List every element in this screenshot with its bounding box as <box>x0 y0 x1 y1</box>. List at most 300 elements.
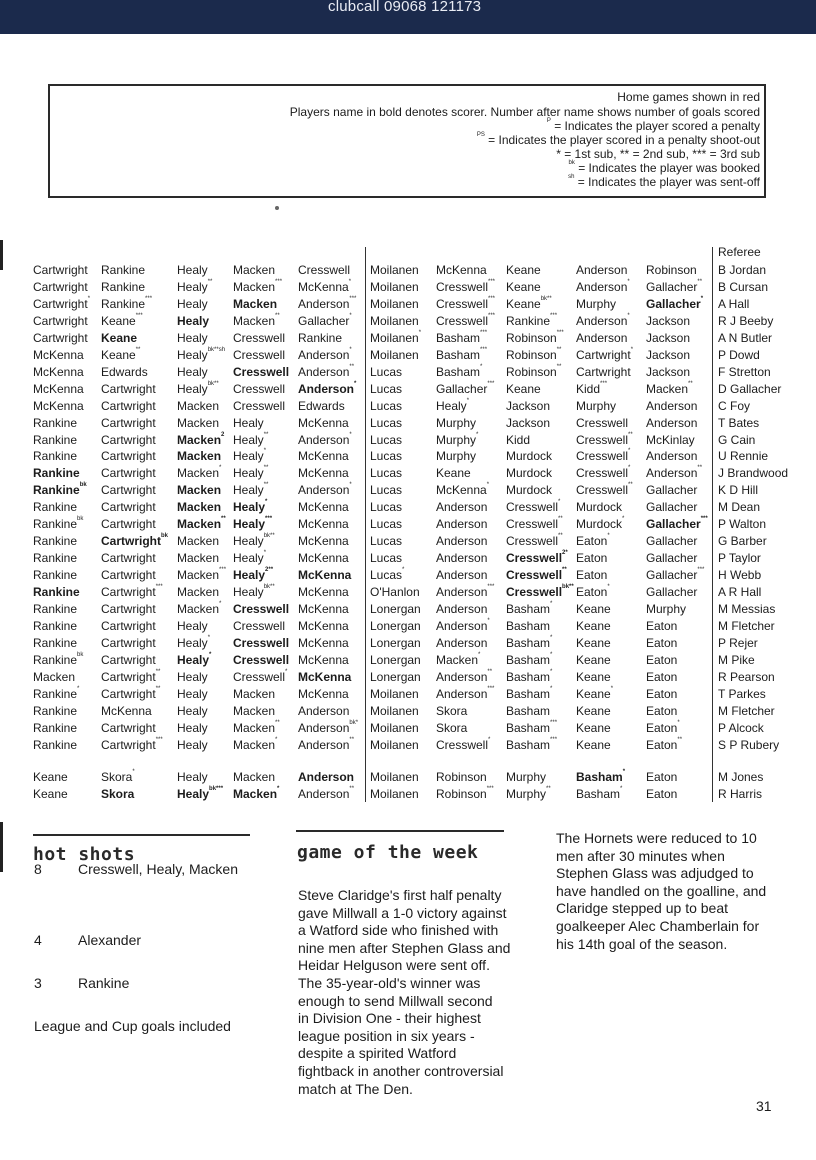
player-annotation: * <box>402 567 405 574</box>
player-name-text: Macken <box>177 449 222 464</box>
player-name <box>233 738 277 752</box>
player-name <box>101 416 156 430</box>
player-name-text: Lucas <box>370 381 403 396</box>
player-name <box>436 670 492 684</box>
player-name-text: Eaton <box>646 787 678 801</box>
player-name <box>646 416 697 430</box>
player-name-text: Anderson <box>298 737 350 752</box>
player-name <box>370 297 419 311</box>
match-report-right: The Hornets were reduced to 10 men after 30 minutes when Stephen Glass was adjudged to have handled on the goalline, and Claridge stepped up to beat goalkeeper Alec Chamberlain for his 14th goal of the season. <box>556 830 767 952</box>
player-name <box>576 399 616 413</box>
player-name-text: Cartwright <box>101 449 156 464</box>
player-name <box>370 416 402 430</box>
player-name <box>506 433 530 447</box>
player-name-text: Cartwright <box>101 585 156 600</box>
player-name-text: McKenna <box>298 568 352 583</box>
player-name <box>436 314 495 328</box>
player-annotation: * <box>627 312 630 319</box>
player-name-text: Macken <box>233 787 278 801</box>
player-name-text: Gallacher <box>298 313 350 328</box>
player-name-text: Lucas <box>370 534 403 549</box>
player-name-text: Murdock <box>506 483 553 498</box>
player-name <box>233 365 289 379</box>
player-name <box>506 500 560 514</box>
player-name <box>101 433 156 447</box>
player-name <box>506 263 541 277</box>
player-name <box>370 483 402 497</box>
player-name <box>298 636 349 650</box>
player-name <box>506 534 563 548</box>
player-name-text: Gallacher <box>646 500 698 515</box>
player-name-text: Robinson <box>436 770 487 784</box>
player-name-text: Jackson <box>506 398 551 413</box>
player-name <box>33 449 77 463</box>
player-name-text: Moilanen <box>370 686 419 701</box>
player-name <box>576 636 611 650</box>
player-name <box>506 687 552 701</box>
player-name <box>436 721 467 735</box>
player-annotation: * <box>550 601 553 607</box>
player-name <box>177 568 226 582</box>
player-name <box>506 738 557 752</box>
player-annotation: * <box>677 719 680 726</box>
player-name-text: Cartwright <box>101 432 156 447</box>
player-name-text: Anderson <box>298 296 350 311</box>
player-name <box>177 585 219 599</box>
player-name <box>506 348 561 362</box>
player-name-text: McKenna <box>436 263 487 277</box>
player-name <box>646 466 702 480</box>
player-name-text: Eaton <box>576 585 608 600</box>
player-name <box>233 721 280 735</box>
player-annotation: *** <box>488 312 496 319</box>
player-name-text: Rankine <box>33 500 78 515</box>
player-name-text: Healy <box>177 347 208 362</box>
player-name <box>177 331 208 345</box>
player-annotation: *** <box>556 329 564 336</box>
hot-shots-note: League and Cup goals included <box>34 1018 231 1034</box>
player-annotation: * <box>620 786 623 792</box>
player-name-text: McKenna <box>101 703 152 718</box>
player-name-text: Cresswell <box>298 263 351 277</box>
player-name-text: Healy <box>233 517 266 532</box>
player-name <box>576 653 611 667</box>
referee-name: T Bates <box>718 415 760 430</box>
player-name <box>576 280 630 294</box>
player-name <box>436 365 482 379</box>
player-name-text: Anderson <box>298 703 350 718</box>
player-name-text: Anderson <box>436 500 488 515</box>
referee-name: M Jones <box>718 770 764 784</box>
player-name-text: Lucas <box>370 415 403 430</box>
player-name-text: Robinson <box>506 347 557 362</box>
player-name-text: Skora <box>101 787 135 801</box>
player-name-text: Healy <box>177 381 208 396</box>
player-name <box>298 568 351 582</box>
player-name-text: Cresswell <box>506 568 563 583</box>
player-name <box>506 787 551 801</box>
player-name-text: Macken <box>177 568 220 583</box>
player-name-text: Rankine <box>506 313 551 328</box>
player-name <box>298 449 349 463</box>
player-name <box>233 670 287 684</box>
player-name-text: Murphy <box>506 787 547 801</box>
player-name <box>576 500 622 514</box>
referee-name: C Foy <box>718 398 751 413</box>
player-name-text: Macken <box>177 585 220 600</box>
player-name <box>576 517 624 531</box>
player-annotation: * <box>630 346 634 353</box>
player-name <box>506 704 550 718</box>
player-name-text: Macken <box>646 381 689 396</box>
player-name <box>101 382 156 396</box>
player-name <box>33 416 77 430</box>
player-name-text: Rankine <box>101 279 146 294</box>
scorer-names: Rankine <box>78 975 130 991</box>
player-name-text: Lucas <box>370 449 403 464</box>
player-name <box>436 382 494 396</box>
player-name <box>436 348 487 362</box>
player-name <box>298 653 349 667</box>
player-name-text: McKenna <box>298 466 349 481</box>
player-name-text: Cresswell <box>436 737 489 752</box>
player-name <box>233 602 289 616</box>
referee-name: M Fletcher <box>718 618 775 633</box>
player-name <box>101 466 156 480</box>
player-name-text: Anderson <box>646 398 698 413</box>
player-name-text: Rankine <box>101 296 146 311</box>
player-name <box>506 636 552 650</box>
player-name-text: Robinson <box>646 263 697 277</box>
player-name-text: Keane <box>101 313 136 328</box>
player-annotation: ** <box>263 431 269 438</box>
player-name-text: Anderson <box>298 720 350 735</box>
player-annotation: * <box>349 482 352 489</box>
player-name-text: Cresswell <box>576 415 629 430</box>
player-name-text: Rankine <box>33 602 78 616</box>
player-annotation: ** <box>558 516 563 523</box>
player-annotation: * <box>349 312 352 319</box>
player-name-text: Basham <box>506 652 551 667</box>
player-annotation: ** <box>697 465 703 472</box>
player-name-text: Anderson <box>436 551 488 566</box>
player-name-text: Moilanen <box>370 263 419 277</box>
player-name <box>33 585 80 599</box>
player-annotation: * <box>550 685 553 692</box>
player-name-text: Macken <box>177 398 220 413</box>
player-name <box>33 365 84 379</box>
player-name <box>576 348 633 362</box>
player-name <box>233 297 277 311</box>
player-name-text: Basham <box>506 669 551 684</box>
player-annotation: ** <box>155 685 161 692</box>
player-name-text: Cresswell <box>233 364 290 379</box>
player-name <box>33 619 77 633</box>
player-annotation: * <box>550 668 553 675</box>
player-name-text: Basham <box>576 770 623 784</box>
player-name-text: Gallacher <box>646 568 698 583</box>
player-name-text: Lonergan <box>370 635 421 650</box>
player-name <box>298 466 349 480</box>
player-name <box>506 619 550 633</box>
player-name-text: McKenna <box>298 415 349 430</box>
referee-name: B Cursan <box>718 279 769 294</box>
player-name-text: Keane <box>506 263 541 277</box>
player-name-text: Basham <box>506 618 551 633</box>
player-name <box>646 653 677 667</box>
player-name-text: Cresswell <box>576 483 629 498</box>
player-annotation: * <box>285 668 288 675</box>
player-name-text: Keane <box>576 737 611 752</box>
player-name-text: Kidd <box>506 432 531 447</box>
player-annotation: * <box>219 601 222 607</box>
referee-name: B Jordan <box>718 263 767 277</box>
player-annotation: *** <box>697 567 705 574</box>
player-annotation: *** <box>700 516 708 523</box>
key-line: $^P$ = Indicates the player scored a penalty <box>546 118 760 133</box>
player-name <box>506 568 567 582</box>
player-name-text: McKenna <box>298 279 349 294</box>
player-name <box>370 263 419 277</box>
goals-count: 8 <box>34 861 42 877</box>
player-name-text: McKenna <box>298 635 349 650</box>
player-annotation: * <box>628 448 631 455</box>
player-name-text: Cresswell <box>506 517 559 532</box>
player-annotation: *** <box>480 346 488 353</box>
player-name <box>576 670 611 684</box>
player-name <box>646 449 697 463</box>
player-name <box>576 263 627 277</box>
player-name-text: Moilanen <box>370 703 419 718</box>
player-name <box>370 721 419 735</box>
player-name <box>298 331 342 345</box>
player-name-text: Healy <box>177 263 208 277</box>
player-annotation: ** <box>349 736 355 743</box>
player-name-text: McKenna <box>298 652 349 667</box>
player-name-text: Eaton <box>576 568 608 583</box>
player-name-text: Moilanen <box>370 296 419 311</box>
player-name-text: Murdock <box>506 466 553 481</box>
player-name <box>436 416 476 430</box>
player-name-text: Cresswell <box>233 669 286 684</box>
player-name-text: Cartwright <box>101 568 156 583</box>
player-annotation: * <box>349 431 352 438</box>
player-name-text: Murphy <box>506 770 547 784</box>
player-name <box>177 382 219 396</box>
player-name <box>177 365 208 379</box>
player-name <box>506 721 557 735</box>
player-name-text: Macken <box>177 483 222 498</box>
player-name-text: Anderson <box>436 635 488 650</box>
player-name <box>370 314 419 328</box>
player-name-text: McKenna <box>298 551 349 566</box>
player-name-text: Anderson <box>436 534 488 549</box>
player-name <box>33 636 77 650</box>
player-annotation: * <box>354 380 357 387</box>
player-name-text: Rankine <box>33 551 78 566</box>
player-name <box>33 670 75 684</box>
player-name-text: Macken <box>233 770 276 784</box>
player-name <box>233 787 279 801</box>
player-name-text: Moilanen <box>370 737 419 752</box>
player-name-text: Macken <box>177 500 222 515</box>
referee-column-header: Referee <box>718 245 761 259</box>
player-name <box>233 483 268 497</box>
player-name <box>177 704 208 718</box>
player-name-text: Lucas <box>370 466 403 481</box>
player-name <box>646 568 704 582</box>
player-name-text: Macken <box>233 263 276 277</box>
player-name-text: Rankine <box>33 703 78 718</box>
player-annotation: ** <box>558 533 563 540</box>
player-name-text: Lucas <box>370 398 403 413</box>
player-name-text: Anderson <box>298 770 355 784</box>
player-name-text: Cartwright <box>101 618 156 633</box>
referee-name: P Taylor <box>718 551 761 566</box>
player-name <box>233 433 268 447</box>
player-annotation: *** <box>488 278 496 285</box>
player-name <box>101 653 156 667</box>
player-name-text: Cresswell <box>233 618 286 633</box>
player-name-text: Cartwright <box>101 602 156 616</box>
player-name-text: Basham <box>506 635 551 650</box>
player-name-text: Lucas <box>370 517 403 532</box>
player-name <box>233 416 264 430</box>
player-name <box>646 704 677 718</box>
player-name <box>576 483 633 497</box>
player-name <box>436 770 487 784</box>
player-name <box>233 619 285 633</box>
player-name-text: Cresswell <box>233 635 290 650</box>
player-annotation: ** <box>688 380 693 387</box>
key-line: $^{sh}$ = Indicates the player was sent-off <box>568 174 760 189</box>
player-annotation: ** <box>677 736 683 743</box>
player-name-text: Keane <box>33 787 68 801</box>
player-name <box>298 416 349 430</box>
player-name-text: Keane <box>33 770 68 784</box>
player-name-text: Basham <box>506 737 551 752</box>
player-annotation: * <box>349 346 352 353</box>
player-name-text: Macken <box>177 534 220 549</box>
player-annotation: * <box>348 278 352 285</box>
player-name-text: Healy <box>233 534 264 549</box>
player-name <box>370 568 404 582</box>
player-name-text: Cresswell <box>576 432 629 447</box>
player-name <box>177 636 210 650</box>
player-annotation: *** <box>275 278 283 285</box>
player-name-text: Macken <box>233 686 276 701</box>
player-name-text: Cartwright <box>101 686 156 701</box>
player-name <box>33 280 88 294</box>
player-name-text: Macken <box>233 737 276 752</box>
player-name <box>33 551 77 565</box>
game-of-week-heading: game of the week <box>297 842 479 863</box>
player-name <box>101 770 135 784</box>
player-name-text: Healy <box>233 500 266 515</box>
player-name <box>436 653 480 667</box>
player-name <box>506 314 557 328</box>
player-name <box>177 721 208 735</box>
player-name-text: Edwards <box>101 364 148 379</box>
player-name <box>177 433 224 447</box>
player-name-text: Eaton <box>646 770 678 784</box>
player-name <box>33 433 77 447</box>
player-name-text: Macken <box>233 703 276 718</box>
player-name <box>177 263 208 277</box>
player-name-text: Cresswell <box>576 466 629 481</box>
player-name-text: Healy <box>177 618 208 633</box>
player-name <box>298 314 352 328</box>
player-name <box>436 263 487 277</box>
player-name <box>298 670 351 684</box>
player-name <box>233 636 289 650</box>
player-name <box>33 483 87 497</box>
player-annotation: * <box>77 685 80 692</box>
player-annotation: bk** <box>263 533 275 540</box>
player-name <box>33 348 84 362</box>
player-name <box>576 704 611 718</box>
player-name-text: Cartwright <box>101 500 156 515</box>
player-name-text: Cartwright <box>101 635 156 650</box>
player-name-text: Basham <box>436 364 481 379</box>
player-name-text: Murphy <box>436 415 477 430</box>
player-name <box>233 500 267 514</box>
referee-name: U Rennie <box>718 449 769 464</box>
player-name-text: Jackson <box>646 347 691 362</box>
player-name-text: Murphy <box>576 398 617 413</box>
player-name <box>576 382 607 396</box>
player-name <box>576 534 610 548</box>
player-name-text: Macken <box>177 432 222 447</box>
player-name-text: Cresswell <box>506 500 559 515</box>
player-name <box>101 787 134 801</box>
player-name <box>370 653 421 667</box>
player-name-text: Basham <box>576 787 621 801</box>
referee-name: K D Hill <box>718 483 759 498</box>
player-name <box>101 721 156 735</box>
player-name <box>233 263 275 277</box>
section-rule <box>33 834 250 836</box>
player-name-text: Rankine <box>33 534 78 549</box>
player-name <box>576 770 625 784</box>
player-name-text: Keane <box>576 652 611 667</box>
goals-count: 3 <box>34 975 42 991</box>
player-name-text: Macken <box>177 517 222 532</box>
player-name <box>177 314 209 328</box>
player-name <box>101 534 168 548</box>
player-name-text: Cartwright <box>33 296 88 311</box>
player-name <box>298 348 352 362</box>
player-name-text: Keane <box>436 466 471 481</box>
player-name-text: Robinson <box>506 364 557 379</box>
player-name-text: Cresswell <box>233 652 290 667</box>
player-name-text: Cresswell <box>436 296 489 311</box>
player-annotation: *** <box>550 719 558 726</box>
player-name-text: Cartwright <box>101 720 156 735</box>
goals-count: 4 <box>34 932 42 948</box>
player-name-text: Keane <box>576 635 611 650</box>
player-name-text: Anderson <box>646 466 698 481</box>
referee-name: G Barber <box>718 534 767 549</box>
player-name-text: Gallacher <box>646 279 698 294</box>
player-name-text: Cartwright <box>576 347 631 362</box>
player-name <box>298 263 350 277</box>
player-name <box>436 619 490 633</box>
player-name-text: Anderson <box>646 449 698 464</box>
player-name <box>33 738 77 752</box>
player-annotation: ** <box>546 786 551 792</box>
player-annotation: * <box>466 397 470 404</box>
